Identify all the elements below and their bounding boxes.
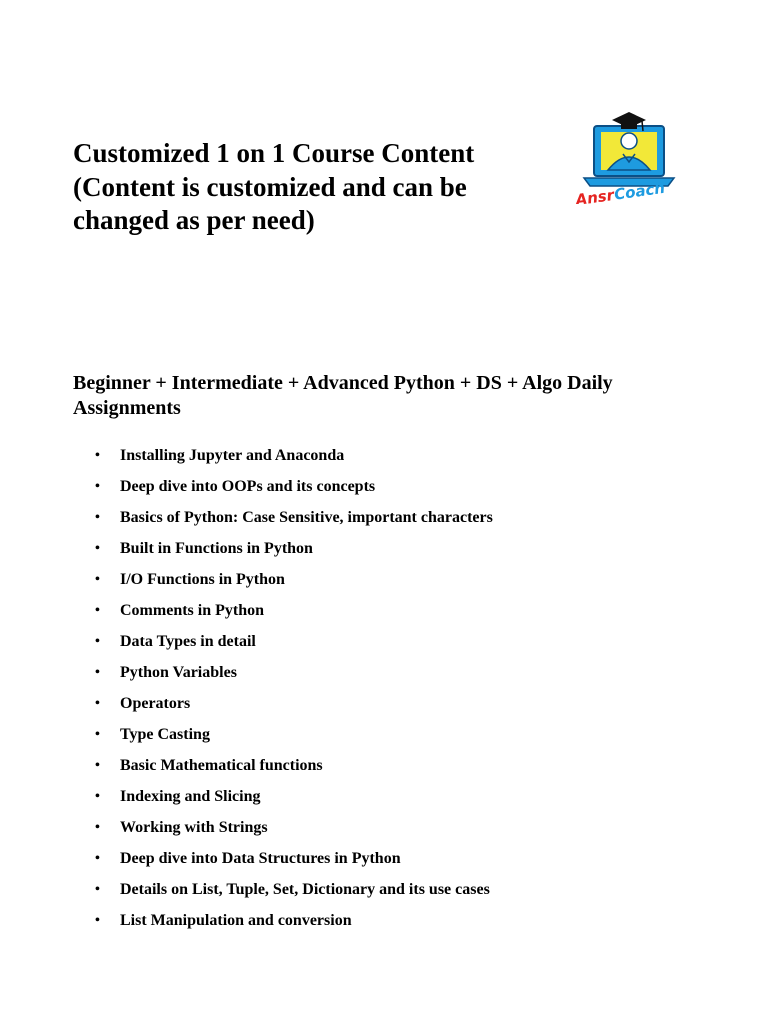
bullet-icon: • — [95, 479, 100, 494]
bullet-icon: • — [95, 882, 100, 897]
bullet-icon: • — [95, 820, 100, 835]
list-item — [73, 754, 493, 785]
graduate-laptop-icon — [572, 104, 682, 204]
bullet-icon: • — [95, 913, 100, 928]
list-item — [73, 847, 493, 878]
svg-text:Ansr: Ansr — [574, 185, 616, 204]
list-item-text: Built in Functions in Python — [120, 540, 313, 557]
list-item-text: Installing Jupyter and Anaconda — [120, 447, 345, 464]
list-item — [73, 723, 493, 754]
bullet-icon: • — [95, 758, 100, 773]
list-item-text: Basics of Python: Case Sensitive, important characters — [120, 509, 493, 526]
bullet-icon: • — [95, 634, 100, 649]
bullet-icon: • — [95, 696, 100, 711]
list-item-text: List Manipulation and conversion — [120, 912, 352, 929]
list-item — [73, 661, 493, 692]
list-item-text: Basic Mathematical functions — [120, 757, 323, 774]
list-item — [73, 909, 493, 940]
list-item-text: Deep dive into Data Structures in Python — [120, 850, 401, 867]
bullet-icon: • — [95, 541, 100, 556]
list-item — [73, 506, 493, 537]
list-item — [73, 537, 493, 568]
list-item-text: I/O Functions in Python — [120, 571, 285, 588]
list-item — [73, 568, 493, 599]
list-item — [73, 785, 493, 816]
bullet-icon: • — [95, 448, 100, 463]
bullet-icon: • — [95, 572, 100, 587]
svg-text:Coach: Coach — [613, 178, 667, 204]
bullet-icon: • — [95, 665, 100, 680]
list-item-text: Python Variables — [120, 664, 237, 681]
section-heading: Beginner + Intermediate + Advanced Python + DS + Algo Daily Assignments — [73, 372, 613, 419]
list-item-text: Data Types in detail — [120, 633, 256, 650]
list-item-text: Type Casting — [120, 726, 210, 743]
list-item — [73, 599, 493, 630]
list-item — [73, 630, 493, 661]
bullet-icon: • — [95, 789, 100, 804]
list-item-text: Details on List, Tuple, Set, Dictionary and its use cases — [120, 881, 490, 898]
page-title: Customized 1 on 1 Course Content (Content is customized and can be changed as per need) — [73, 138, 475, 235]
list-item-text: Operators — [120, 695, 191, 712]
bullet-icon: • — [95, 851, 100, 866]
ansrcoach-logo — [572, 104, 682, 204]
list-item — [73, 475, 493, 506]
list-item — [73, 444, 493, 475]
list-item — [73, 878, 493, 909]
bullet-icon: • — [95, 603, 100, 618]
list-item-text: Indexing and Slicing — [120, 788, 261, 805]
list-item-text: Comments in Python — [120, 602, 265, 619]
topic-list — [73, 444, 493, 940]
bullet-icon: • — [95, 727, 100, 742]
list-item-text: Working with Strings — [120, 819, 268, 836]
list-item — [73, 816, 493, 847]
bullet-icon: • — [95, 510, 100, 525]
list-item-text: Deep dive into OOPs and its concepts — [120, 478, 376, 495]
list-item — [73, 692, 493, 723]
